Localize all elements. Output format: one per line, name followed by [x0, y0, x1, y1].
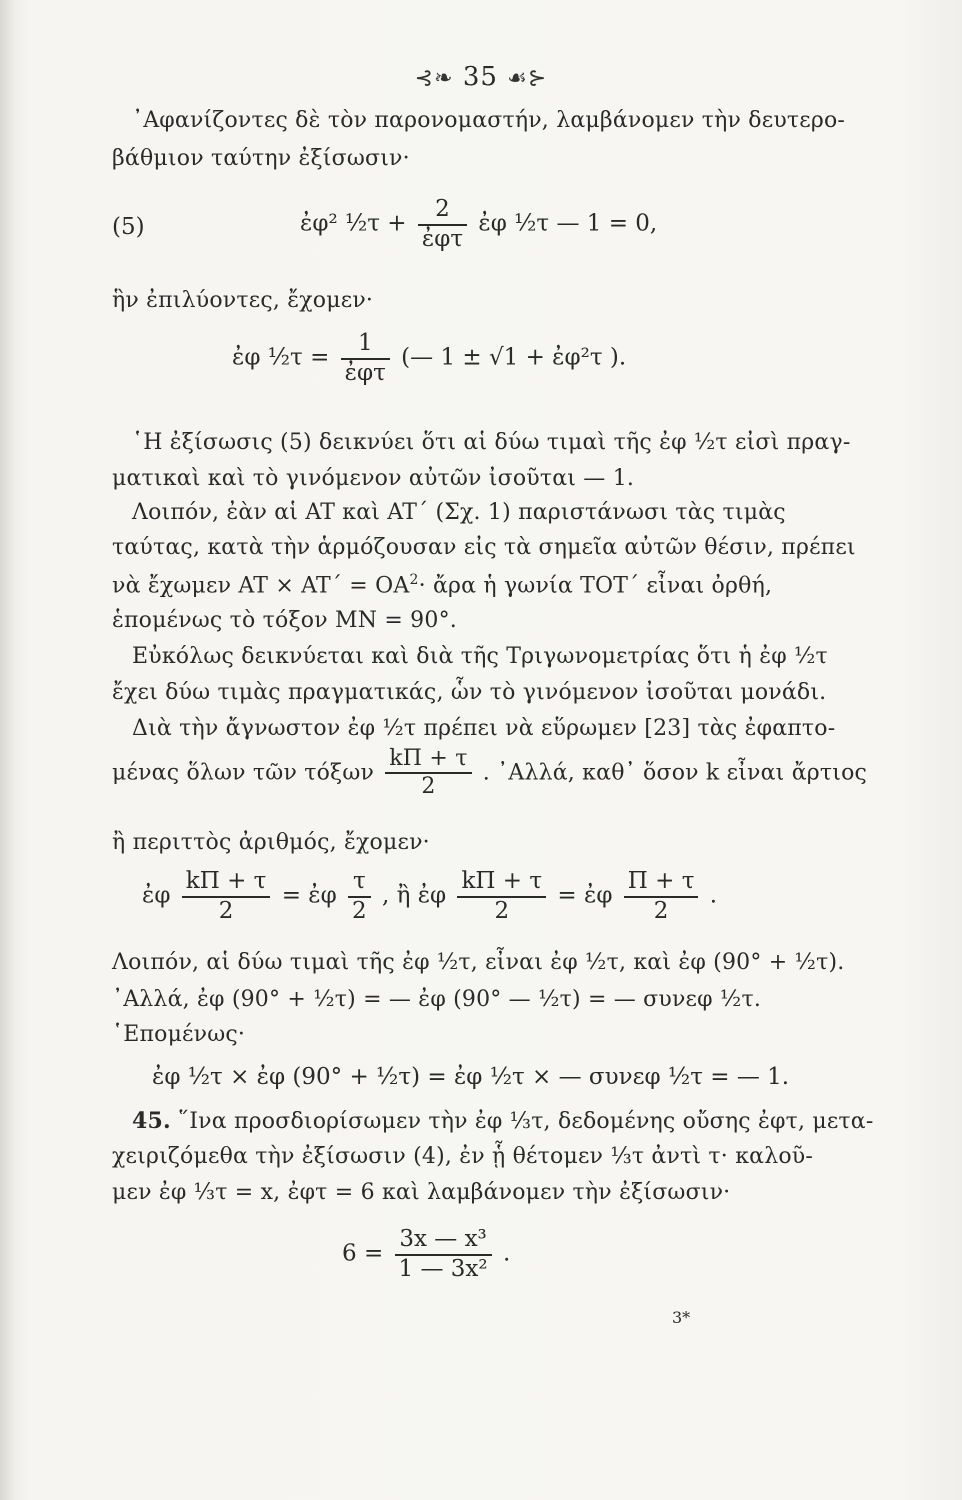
superscript: 2	[409, 572, 419, 588]
fraction	[385, 746, 471, 801]
text-line: ᾿Αλλά, ἐφ (90° + ½τ) = — ἐφ (90° — ½τ) = — συνεφ ½τ.	[112, 987, 762, 1012]
equation-8: ἐφ ½τ × ἐφ (90° + ½τ) = ἐφ ½τ × — συνεφ ½τ = — 1.	[152, 1064, 790, 1090]
equation-part: , ἢ ἐφ	[382, 882, 447, 909]
text-line: ἣν ἐπιλύοντες, ἔχομεν·	[112, 288, 374, 313]
text-part: . ᾿Αλλά, καθ᾿ ὅσον k εἶναι ἄρτιος	[482, 760, 868, 786]
equation-part: 6 =	[342, 1240, 384, 1267]
equation-part: .	[709, 882, 718, 909]
text-line	[112, 746, 867, 801]
text-line: ματικαὶ καὶ τὸ γινόμενον αὐτῶν ἰσοῦται — 1.	[112, 466, 635, 491]
equation-label: (5)	[112, 214, 145, 240]
equation-7	[142, 868, 717, 925]
text-part: ῞Ινα προσδιορίσωμεν τὴν ἐφ ⅓τ, δεδομένης οὔσης ἐφτ, μετα-	[178, 1109, 874, 1134]
text-line: ῾Επομένως·	[112, 1022, 246, 1047]
denominator: 2	[653, 897, 669, 924]
denominator: 2	[218, 897, 234, 924]
page-edge	[0, 0, 14, 1500]
text-line: ῾Η ἐξίσωσις (5) δεικνύει ὅτι αἱ δύω τιμαὶ τῆς ἐφ ½τ εἰσὶ πραγ-	[132, 430, 851, 455]
text-line: Εὐκόλως δεικνύεται καὶ διὰ τῆς Τριγωνομετρίας ὅτι ἡ ἐφ ½τ	[132, 644, 828, 669]
equation-part: ἐφ ½τ =	[232, 344, 330, 371]
text-line	[132, 1108, 874, 1134]
numerator: kΠ + τ	[385, 746, 471, 774]
numerator: 3x — x³	[395, 1226, 492, 1256]
text-line: μεν ἐφ ⅓τ = x, ἐφτ = 6 καὶ λαμβάνομεν τὴν ἐξίσωσιν·	[112, 1180, 731, 1205]
ornament-right-icon: ☙⊱	[507, 66, 548, 91]
signature-mark: 3*	[672, 1308, 691, 1327]
equation-9	[342, 1226, 510, 1283]
section-number: 45.	[132, 1108, 171, 1134]
equation-part: .	[502, 1240, 511, 1267]
denominator: 1 — 3x²	[398, 1255, 488, 1282]
equation-part: = ἐφ	[557, 882, 613, 909]
text-line	[112, 572, 772, 598]
fraction	[457, 868, 546, 925]
equation-part: ἐφ ½τ — 1 = 0,	[478, 210, 658, 237]
fraction	[418, 196, 467, 253]
page-number: 35	[462, 62, 498, 92]
text-line: χειριζόμεθα τὴν ἐξίσωσιν (4), ἐν ᾗ θέτομεν ⅓τ ἀντὶ τ· καλοῦ-	[112, 1144, 813, 1169]
text-line: ἢ περιττὸς ἀριθμός, ἔχομεν·	[112, 830, 430, 855]
text-line: ταύτας, κατὰ τὴν ἁρμόζουσαν εἰς τὰ σημεῖα αὐτῶν θέσιν, πρέπει	[112, 535, 856, 560]
text-line: ἑπομένως τὸ τόξον MN = 90°.	[112, 608, 457, 633]
denominator: ἐφτ	[421, 225, 464, 252]
text-part: · ἄρα ἡ γωνία TOT΄ εἶναι ὀρθή,	[418, 573, 773, 599]
numerator: 2	[418, 196, 467, 226]
denominator: 2	[494, 897, 510, 924]
text-line: Διὰ τὴν ἄγνωστον ἐφ ½τ πρέπει νὰ εὕρωμεν [23] τὰς ἐφαπτο-	[132, 716, 836, 741]
numerator: Π + τ	[624, 868, 699, 898]
text-line: βάθμιον ταύτην ἐξίσωσιν·	[112, 146, 410, 171]
text-line: Λοιπόν, αἱ δύω τιμαὶ τῆς ἐφ ½τ, εἶναι ἐφ ½τ, καὶ ἐφ (90° + ½τ).	[112, 950, 845, 975]
fraction	[624, 868, 699, 925]
equation-part: ἐφ² ½τ +	[300, 210, 407, 237]
numerator: kΠ + τ	[457, 868, 546, 898]
equation-part: (— 1 ± √1 + ἐφ²τ ).	[401, 344, 627, 371]
fraction	[395, 1226, 492, 1283]
denominator: 2	[421, 774, 436, 800]
equation-part: ἐφ	[142, 882, 171, 909]
fraction	[348, 868, 371, 925]
equation-5	[300, 196, 657, 253]
ornament-left-icon: ⊰❧	[414, 66, 454, 91]
numerator: kΠ + τ	[182, 868, 271, 898]
page-header	[0, 62, 962, 92]
fraction	[341, 330, 390, 387]
text-line: ἔχει δύω τιμὰς πραγματικάς, ὧν τὸ γινόμενον ἰσοῦται μονάδι.	[112, 680, 827, 705]
text-part: νὰ ἔχωμεν AT × AT΄ = OA	[112, 573, 410, 599]
equation-6	[232, 330, 626, 387]
denominator: 2	[352, 897, 367, 924]
equation-part: = ἐφ	[281, 882, 337, 909]
text-line: ᾿Αφανίζοντες δὲ τὸν παρονομαστήν, λαμβάνομεν τὴν δευτερο-	[132, 108, 846, 133]
numerator: τ	[348, 868, 371, 898]
text-part: μένας ὅλων τῶν τόξων	[112, 760, 375, 786]
denominator: ἐφτ	[344, 359, 386, 386]
text-line: Λοιπόν, ἐὰν αἱ AT καὶ AT΄ (Σχ. 1) παριστάνωσι τὰς τιμὰς	[132, 500, 786, 525]
numerator: 1	[341, 330, 390, 360]
fraction	[182, 868, 271, 925]
